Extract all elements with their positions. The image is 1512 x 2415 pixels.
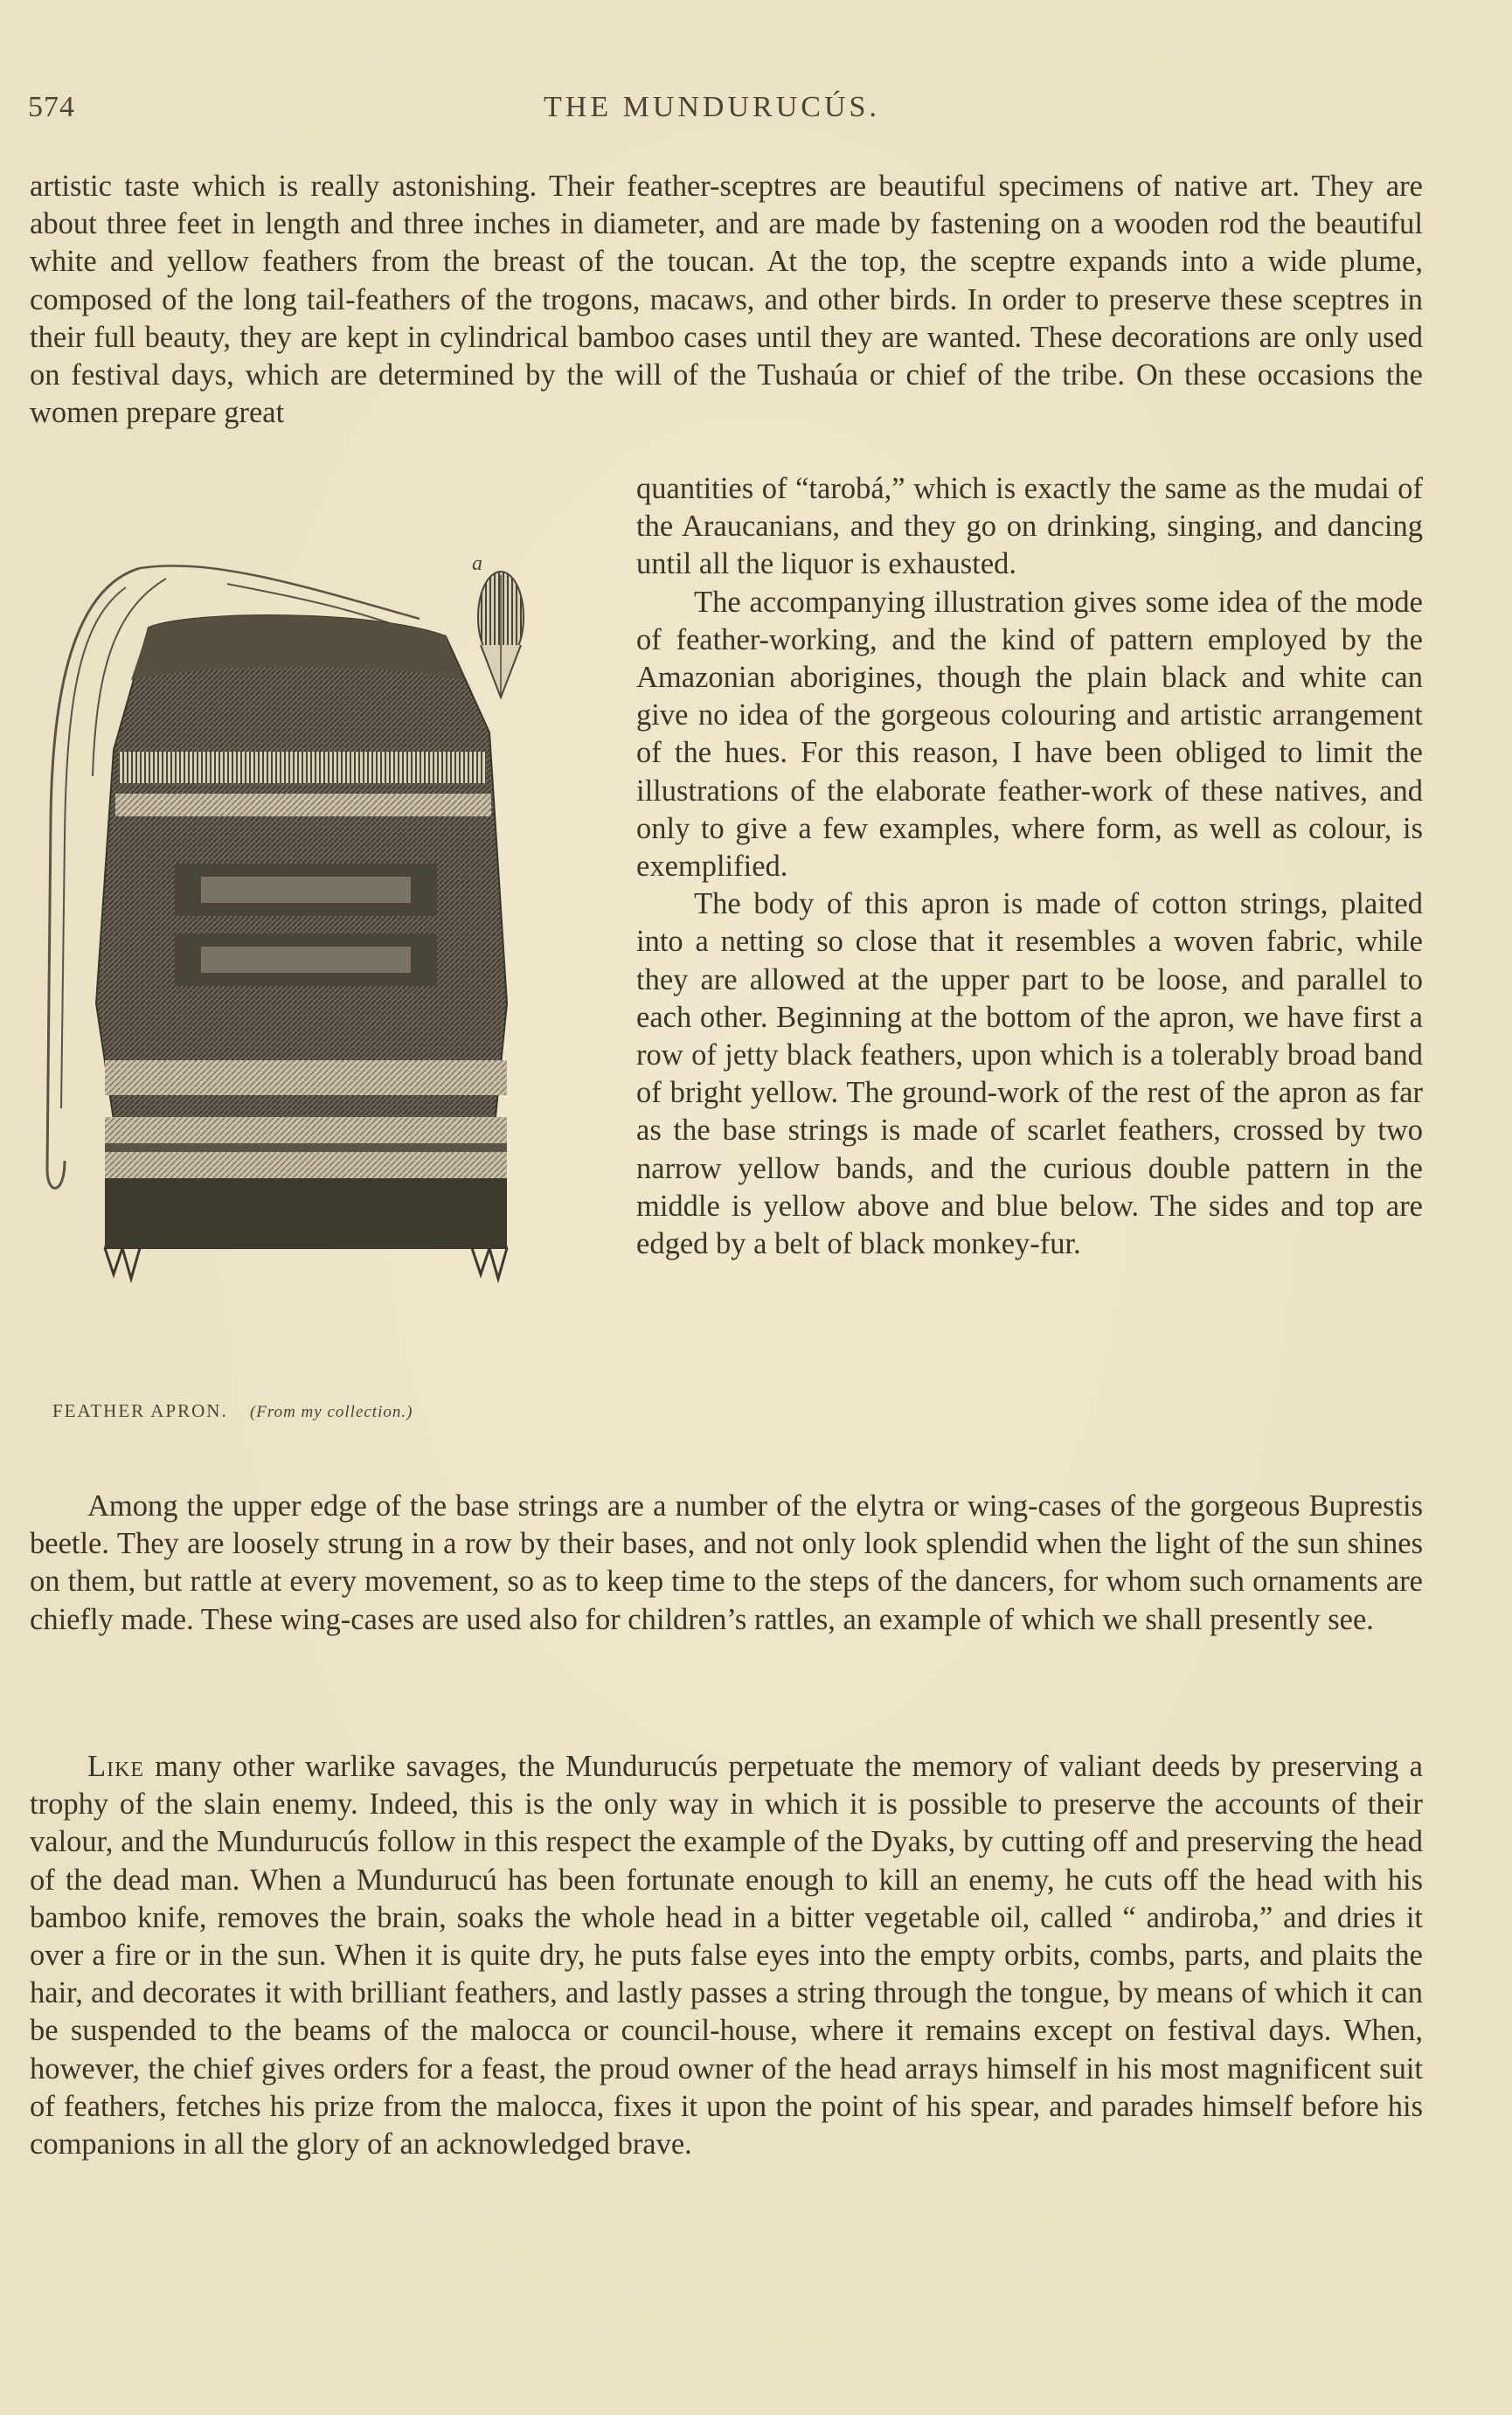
paragraph-block — [30, 1748, 1423, 2163]
feather-apron-illustration — [35, 549, 559, 1379]
paragraph-text — [30, 1748, 1423, 2163]
paragraph-block — [30, 1488, 1423, 1639]
paragraph-body: many other warlike savages, the Mundurucús perpetuate the memory of valiant deeds by preserving a trophy of the slain enemy. Indeed, this is the only way in which it is possible to preserve the accounts of their valour, and the Mundurucús follow in this respect the example of the Dyaks, by cutting off and preserving the head of the dead man. When a Mundurucú has been fortunate enough to kill an enemy, he cuts off the head with his bamboo knife, removes the brain, soaks the whole head in a bitter vegetable oil, called “ andiroba,” and dries it over a fire or in the sun. When it is quite dry, he puts false eyes into the empty orbits, combs, parts, and plaits the hair, and decorates it with brilliant feathers, and lastly passes a string through the tongue, by means of which it can be suspended to the beams of the malocca or council-house, where it remains except on festival days. When, however, the chief gives orders for a feast, the proud owner of the head arrays himself in his most magnificent suit of feathers, fetches his prize from the malocca, fixes it upon the point of his spear, and parades himself before his companions in all the glory of an acknowledged brave. — [30, 1750, 1423, 2162]
apron-engraving — [35, 549, 559, 1379]
running-title: THE MUNDURUCÚS. — [544, 91, 880, 123]
lead-word: Like — [87, 1750, 145, 1783]
paragraph-text: quantities of “tarobá,” which is exactly the same as the mudai of the Araucanians, and they go on drinking, singing, and dancing until all the liquor is exhausted. — [636, 472, 1423, 581]
caption-title: FEATHER APRON. — [52, 1400, 228, 1421]
caption-note: (From my collection.) — [249, 1403, 413, 1421]
page-number: 574 — [28, 91, 75, 123]
figure-label: a — [472, 552, 482, 575]
paragraph-text: The accompanying illustration gives some idea of the mode of feather-working, and the kind of pattern employed by the Amazonian aborigines, though the plain black and white can give no idea of the gorgeous colouring and artistic arrangement of the hues. For this reason, I have been obliged to limit the illustrations of the elaborate feather-work of these natives, and only to give a few examples, where form, as well as colour, is exemplified. — [636, 585, 1423, 884]
paragraph-text: Among the upper edge of the base strings are a number of the elytra or wing-cases of the gorgeous Buprestis beetle. They are loosely strung in a row by their bases, and not only look splendid when the light of the sun shines on them, but rattle at every movement, so as to keep time to the steps of the dancers, for whom such ornaments are chiefly made. These wing-cases are used also for children’s rattles, an example of which we shall presently see. — [30, 1489, 1423, 1636]
paragraph-continuation — [30, 168, 1423, 432]
wrapped-text-column — [636, 470, 1423, 1263]
paragraph-text: artistic taste which is really astonishing. Their feather-sceptres are beautiful specimens of native art. They are about three feet in length and three inches in diameter, and are made by fastening on a wooden rod the beautiful white and yellow feathers from the breast of the toucan. At the top, the sceptre expands into a wide plume, composed of the long tail-feathers of the trogons, macaws, and other birds. In order to preserve these sceptres in their full beauty, they are kept in cylindrical bamboo cases until they are wanted. These decorations are only used on festival days, which are determined by the will of the Tushaúa or chief of the tribe. On these occasions the women prepare great — [30, 170, 1423, 430]
figure-caption — [52, 1400, 577, 1422]
paragraph-text: The body of this apron is made of cotton strings, plaited into a netting so close that it resembles a woven fabric, while they are allowed at the upper part to be loose, and parallel to each other. Beginning at the bottom of the apron, we have first a row of jetty black feathers, upon which is a tolerably broad band of bright yellow. The ground-work of the rest of the apron as far as the base strings is made of scarlet feathers, crossed by two narrow yellow bands, and the curious double pattern in the middle is yellow above and blue below. The sides and top are edged by a belt of black monkey-fur. — [636, 887, 1423, 1261]
running-head — [28, 91, 1426, 135]
